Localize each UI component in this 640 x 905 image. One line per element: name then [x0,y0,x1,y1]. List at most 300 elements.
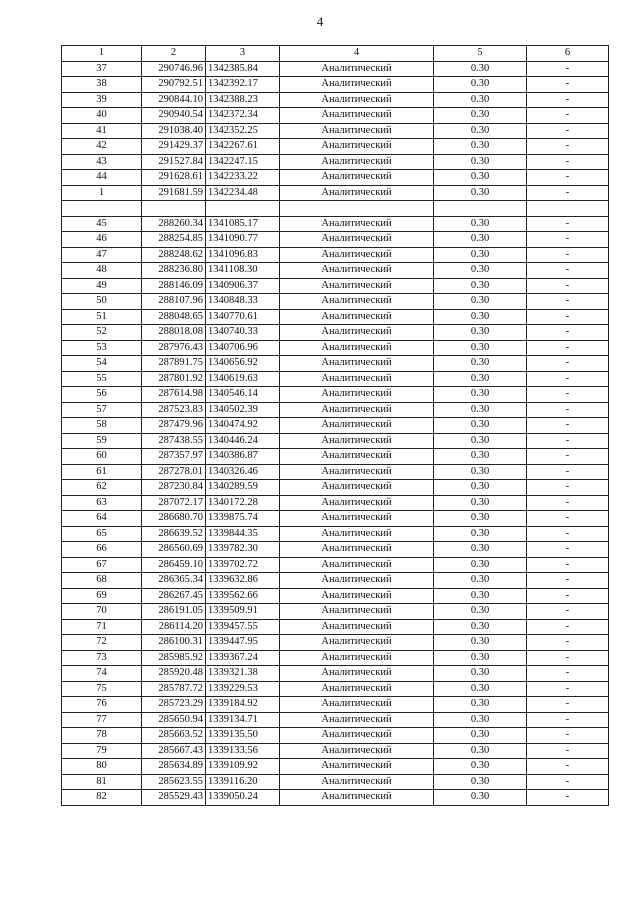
x-coordinate-cell: 290792.51 [142,77,206,93]
point-number-cell: 68 [62,573,142,589]
table-body [62,61,609,805]
column-header-6: 6 [527,46,609,62]
point-number-cell: 54 [62,356,142,372]
y-coordinate-cell: 1339562.66 [206,588,280,604]
method-cell: Аналитический [280,774,434,790]
method-cell: Аналитический [280,759,434,775]
accuracy-cell: 0.30 [434,619,527,635]
y-coordinate-cell: 1339457.55 [206,619,280,635]
note-cell: - [527,449,609,465]
table-row [62,170,609,186]
note-cell: - [527,666,609,682]
y-coordinate-cell: 1340706.96 [206,340,280,356]
note-cell: - [527,790,609,806]
y-coordinate-cell: 1339702.72 [206,557,280,573]
y-coordinate-cell: 1339109.92 [206,759,280,775]
point-number-cell: 53 [62,340,142,356]
table-header [62,46,609,62]
header-row [62,46,609,62]
x-coordinate-cell: 288260.34 [142,216,206,232]
table-row [62,356,609,372]
table-row [62,371,609,387]
note-cell: - [527,495,609,511]
accuracy-cell: 0.30 [434,61,527,77]
note-cell: - [527,371,609,387]
point-number-cell: 80 [62,759,142,775]
note-cell: - [527,154,609,170]
note-cell: - [527,278,609,294]
accuracy-cell: 0.30 [434,526,527,542]
point-number-cell: 50 [62,294,142,310]
accuracy-cell: 0.30 [434,247,527,263]
accuracy-cell: 0.30 [434,325,527,341]
x-coordinate-cell: 285723.29 [142,697,206,713]
method-cell: Аналитический [280,232,434,248]
method-cell: Аналитический [280,650,434,666]
x-coordinate-cell: 291681.59 [142,185,206,201]
point-number-cell: 47 [62,247,142,263]
note-cell: - [527,402,609,418]
point-number-cell: 1 [62,185,142,201]
table-row [62,604,609,620]
note-cell: - [527,557,609,573]
y-coordinate-cell: 1342233.22 [206,170,280,186]
x-coordinate-cell [142,201,206,217]
x-coordinate-cell: 287976.43 [142,340,206,356]
method-cell: Аналитический [280,263,434,279]
y-coordinate-cell: 1339509.91 [206,604,280,620]
table-row [62,61,609,77]
x-coordinate-cell: 287357.97 [142,449,206,465]
point-number-cell: 41 [62,123,142,139]
accuracy-cell: 0.30 [434,216,527,232]
point-number-cell: 72 [62,635,142,651]
note-cell: - [527,588,609,604]
y-coordinate-cell: 1339050.24 [206,790,280,806]
accuracy-cell: 0.30 [434,232,527,248]
point-number-cell: 45 [62,216,142,232]
table-row [62,309,609,325]
method-cell: Аналитический [280,666,434,682]
accuracy-cell: 0.30 [434,387,527,403]
table-row [62,340,609,356]
point-number-cell: 76 [62,697,142,713]
y-coordinate-cell: 1340546.14 [206,387,280,403]
column-header-4: 4 [280,46,434,62]
y-coordinate-cell: 1339135.50 [206,728,280,744]
x-coordinate-cell: 287438.55 [142,433,206,449]
x-coordinate-cell: 286560.69 [142,542,206,558]
table-row [62,495,609,511]
method-cell: Аналитический [280,681,434,697]
note-cell: - [527,232,609,248]
table-row [62,185,609,201]
table-row [62,154,609,170]
table-row-separator [62,201,609,217]
y-coordinate-cell: 1342388.23 [206,92,280,108]
table-row [62,247,609,263]
accuracy-cell: 0.30 [434,464,527,480]
x-coordinate-cell: 285663.52 [142,728,206,744]
y-coordinate-cell: 1342392.17 [206,77,280,93]
note-cell: - [527,728,609,744]
note-cell: - [527,185,609,201]
point-number-cell: 74 [62,666,142,682]
method-cell: Аналитический [280,61,434,77]
coordinates-table [61,45,609,806]
point-number-cell: 42 [62,139,142,155]
x-coordinate-cell: 287523.83 [142,402,206,418]
accuracy-cell: 0.30 [434,108,527,124]
point-number-cell: 57 [62,402,142,418]
y-coordinate-cell: 1340906.37 [206,278,280,294]
x-coordinate-cell: 286459.10 [142,557,206,573]
table-row [62,139,609,155]
accuracy-cell: 0.30 [434,263,527,279]
accuracy-cell: 0.30 [434,154,527,170]
table-row [62,557,609,573]
table-row [62,759,609,775]
method-cell: Аналитический [280,573,434,589]
y-coordinate-cell: 1340386.87 [206,449,280,465]
y-coordinate-cell: 1339184.92 [206,697,280,713]
table-row [62,480,609,496]
table-row [62,774,609,790]
method-cell: Аналитический [280,278,434,294]
note-cell: - [527,774,609,790]
y-coordinate-cell: 1339116.20 [206,774,280,790]
x-coordinate-cell: 290746.96 [142,61,206,77]
y-coordinate-cell: 1339782.30 [206,542,280,558]
point-number-cell: 75 [62,681,142,697]
y-coordinate-cell: 1340446.24 [206,433,280,449]
point-number-cell: 81 [62,774,142,790]
point-number-cell: 55 [62,371,142,387]
note-cell: - [527,650,609,666]
method-cell: Аналитический [280,743,434,759]
y-coordinate-cell: 1339134.71 [206,712,280,728]
method-cell: Аналитический [280,526,434,542]
method-cell: Аналитический [280,480,434,496]
y-coordinate-cell: 1339133.56 [206,743,280,759]
point-number-cell: 69 [62,588,142,604]
note-cell: - [527,294,609,310]
note-cell: - [527,387,609,403]
point-number-cell: 49 [62,278,142,294]
note-cell: - [527,604,609,620]
x-coordinate-cell: 285787.72 [142,681,206,697]
x-coordinate-cell: 285650.94 [142,712,206,728]
x-coordinate-cell: 285623.55 [142,774,206,790]
y-coordinate-cell: 1340740.33 [206,325,280,341]
method-cell: Аналитический [280,790,434,806]
accuracy-cell: 0.30 [434,495,527,511]
x-coordinate-cell: 287479.96 [142,418,206,434]
x-coordinate-cell: 291527.84 [142,154,206,170]
accuracy-cell: 0.30 [434,666,527,682]
note-cell [527,201,609,217]
accuracy-cell: 0.30 [434,681,527,697]
page-number: 4 [316,14,324,29]
method-cell: Аналитический [280,697,434,713]
table-row [62,449,609,465]
table-row [62,108,609,124]
x-coordinate-cell: 290940.54 [142,108,206,124]
point-number-cell: 40 [62,108,142,124]
y-coordinate-cell: 1341096.83 [206,247,280,263]
table-row [62,743,609,759]
point-number-cell: 79 [62,743,142,759]
accuracy-cell: 0.30 [434,542,527,558]
note-cell: - [527,247,609,263]
table-row [62,650,609,666]
method-cell: Аналитический [280,340,434,356]
accuracy-cell [434,201,527,217]
method-cell: Аналитический [280,387,434,403]
point-number-cell: 78 [62,728,142,744]
y-coordinate-cell: 1341108.30 [206,263,280,279]
x-coordinate-cell: 288107.96 [142,294,206,310]
method-cell: Аналитический [280,604,434,620]
y-coordinate-cell: 1340619.63 [206,371,280,387]
y-coordinate-cell: 1339447.95 [206,635,280,651]
note-cell: - [527,418,609,434]
y-coordinate-cell: 1340289.59 [206,480,280,496]
x-coordinate-cell: 286114.20 [142,619,206,635]
method-cell: Аналитический [280,356,434,372]
note-cell: - [527,759,609,775]
point-number-cell: 70 [62,604,142,620]
point-number-cell: 65 [62,526,142,542]
method-cell: Аналитический [280,728,434,744]
accuracy-cell: 0.30 [434,402,527,418]
table-row [62,635,609,651]
note-cell: - [527,263,609,279]
method-cell: Аналитический [280,139,434,155]
table-row [62,666,609,682]
point-number-cell: 56 [62,387,142,403]
accuracy-cell: 0.30 [434,728,527,744]
accuracy-cell: 0.30 [434,511,527,527]
method-cell: Аналитический [280,123,434,139]
table-row [62,728,609,744]
y-coordinate-cell: 1342385.84 [206,61,280,77]
accuracy-cell: 0.30 [434,278,527,294]
note-cell: - [527,542,609,558]
note-cell: - [527,108,609,124]
accuracy-cell: 0.30 [434,650,527,666]
method-cell: Аналитический [280,619,434,635]
note-cell: - [527,511,609,527]
note-cell: - [527,340,609,356]
x-coordinate-cell: 285920.48 [142,666,206,682]
x-coordinate-cell: 288254.85 [142,232,206,248]
table-row [62,402,609,418]
method-cell: Аналитический [280,418,434,434]
table-row [62,123,609,139]
x-coordinate-cell: 288048.65 [142,309,206,325]
y-coordinate-cell: 1340474.92 [206,418,280,434]
accuracy-cell: 0.30 [434,418,527,434]
y-coordinate-cell: 1340502.39 [206,402,280,418]
accuracy-cell: 0.30 [434,185,527,201]
x-coordinate-cell: 287278.01 [142,464,206,480]
point-number-cell: 37 [62,61,142,77]
point-number-cell: 63 [62,495,142,511]
note-cell: - [527,573,609,589]
accuracy-cell: 0.30 [434,340,527,356]
note-cell: - [527,635,609,651]
y-coordinate-cell: 1340848.33 [206,294,280,310]
column-header-3: 3 [206,46,280,62]
y-coordinate-cell: 1339632.86 [206,573,280,589]
accuracy-cell: 0.30 [434,759,527,775]
x-coordinate-cell: 287230.84 [142,480,206,496]
table-row [62,294,609,310]
method-cell: Аналитический [280,712,434,728]
point-number-cell: 46 [62,232,142,248]
method-cell: Аналитический [280,294,434,310]
accuracy-cell: 0.30 [434,371,527,387]
column-header-2: 2 [142,46,206,62]
method-cell: Аналитический [280,154,434,170]
point-number-cell: 38 [62,77,142,93]
accuracy-cell: 0.30 [434,635,527,651]
point-number-cell: 66 [62,542,142,558]
accuracy-cell: 0.30 [434,170,527,186]
method-cell: Аналитический [280,371,434,387]
note-cell: - [527,712,609,728]
note-cell: - [527,309,609,325]
y-coordinate-cell: 1340172.28 [206,495,280,511]
method-cell: Аналитический [280,449,434,465]
y-coordinate-cell: 1339367.24 [206,650,280,666]
x-coordinate-cell: 287614.98 [142,387,206,403]
accuracy-cell: 0.30 [434,774,527,790]
x-coordinate-cell: 288018.08 [142,325,206,341]
method-cell: Аналитический [280,402,434,418]
table-row [62,619,609,635]
y-coordinate-cell: 1342372.34 [206,108,280,124]
method-cell: Аналитический [280,433,434,449]
method-cell: Аналитический [280,511,434,527]
point-number-cell [62,201,142,217]
note-cell: - [527,123,609,139]
table-row [62,325,609,341]
note-cell: - [527,61,609,77]
note-cell: - [527,480,609,496]
accuracy-cell: 0.30 [434,294,527,310]
accuracy-cell: 0.30 [434,309,527,325]
y-coordinate-cell: 1342247.15 [206,154,280,170]
point-number-cell: 71 [62,619,142,635]
y-coordinate-cell: 1339321.38 [206,666,280,682]
point-number-cell: 39 [62,92,142,108]
point-number-cell: 60 [62,449,142,465]
method-cell: Аналитический [280,108,434,124]
method-cell: Аналитический [280,185,434,201]
table-row [62,542,609,558]
point-number-cell: 73 [62,650,142,666]
x-coordinate-cell: 286267.45 [142,588,206,604]
x-coordinate-cell: 286191.05 [142,604,206,620]
point-number-cell: 51 [62,309,142,325]
table-row [62,263,609,279]
method-cell: Аналитический [280,464,434,480]
method-cell: Аналитический [280,325,434,341]
table-row [62,77,609,93]
x-coordinate-cell: 285667.43 [142,743,206,759]
x-coordinate-cell: 288248.62 [142,247,206,263]
method-cell [280,201,434,217]
accuracy-cell: 0.30 [434,480,527,496]
note-cell: - [527,325,609,341]
method-cell: Аналитический [280,92,434,108]
accuracy-cell: 0.30 [434,557,527,573]
accuracy-cell: 0.30 [434,697,527,713]
accuracy-cell: 0.30 [434,77,527,93]
x-coordinate-cell: 285634.89 [142,759,206,775]
accuracy-cell: 0.30 [434,433,527,449]
point-number-cell: 67 [62,557,142,573]
point-number-cell: 52 [62,325,142,341]
accuracy-cell: 0.30 [434,604,527,620]
x-coordinate-cell: 288236.80 [142,263,206,279]
note-cell: - [527,526,609,542]
table-row [62,712,609,728]
y-coordinate-cell: 1340326.46 [206,464,280,480]
y-coordinate-cell: 1340770.61 [206,309,280,325]
table-row [62,418,609,434]
note-cell: - [527,681,609,697]
table-row [62,433,609,449]
note-cell: - [527,697,609,713]
note-cell: - [527,92,609,108]
point-number-cell: 44 [62,170,142,186]
point-number-cell: 64 [62,511,142,527]
note-cell: - [527,170,609,186]
method-cell: Аналитический [280,309,434,325]
accuracy-cell: 0.30 [434,92,527,108]
table-row [62,387,609,403]
note-cell: - [527,216,609,232]
method-cell: Аналитический [280,77,434,93]
table-row [62,588,609,604]
note-cell: - [527,77,609,93]
x-coordinate-cell: 286680.70 [142,511,206,527]
accuracy-cell: 0.30 [434,573,527,589]
point-number-cell: 77 [62,712,142,728]
y-coordinate-cell: 1342234.48 [206,185,280,201]
note-cell: - [527,464,609,480]
point-number-cell: 62 [62,480,142,496]
x-coordinate-cell: 285985.92 [142,650,206,666]
note-cell: - [527,433,609,449]
x-coordinate-cell: 285529.43 [142,790,206,806]
note-cell: - [527,356,609,372]
x-coordinate-cell: 287891.75 [142,356,206,372]
table-row [62,790,609,806]
x-coordinate-cell: 291038.40 [142,123,206,139]
table-row [62,573,609,589]
table-row [62,681,609,697]
table-row [62,278,609,294]
table-row [62,464,609,480]
table-row [62,697,609,713]
method-cell: Аналитический [280,170,434,186]
method-cell: Аналитический [280,635,434,651]
table-row [62,92,609,108]
